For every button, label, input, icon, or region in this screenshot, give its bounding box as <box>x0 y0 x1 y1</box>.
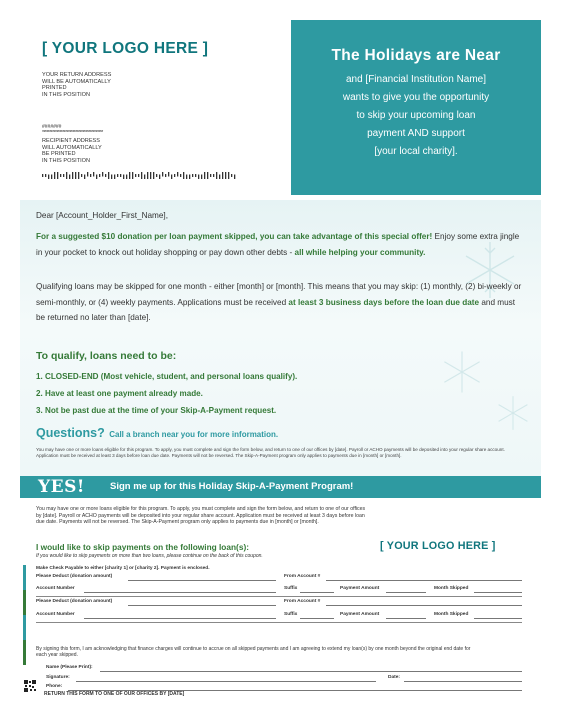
signature-row: Signature: Date: <box>36 675 526 683</box>
barcode-bar <box>201 175 202 180</box>
barcode-bar <box>213 174 214 177</box>
barcode-bar <box>156 174 157 177</box>
account-number-field[interactable] <box>84 618 276 619</box>
deduct-row-2: Please Deduct (donation amount) From Account # <box>36 599 526 607</box>
row-divider <box>36 596 522 597</box>
logo-placeholder: [ YOUR LOGO HERE ] <box>380 540 496 552</box>
loan-row-1: Account Number Suffix Payment Amount Month Skipped <box>36 586 526 594</box>
barcode-bar <box>216 172 217 179</box>
barcode-bar <box>204 172 205 179</box>
barcode-bar <box>93 172 94 177</box>
barcode-bar <box>96 175 97 180</box>
coupon-form <box>20 498 541 700</box>
barcode-bar <box>105 174 106 177</box>
logo-placeholder: [ YOUR LOGO HERE ] <box>42 40 209 57</box>
barcode-bar <box>126 175 127 180</box>
suffix-field[interactable] <box>300 618 334 619</box>
barcode-bar <box>87 172 88 177</box>
barcode-bar <box>42 174 43 177</box>
barcode-bar <box>183 172 184 179</box>
barcode-bar <box>171 175 172 180</box>
barcode-bar <box>54 172 55 179</box>
barcode-bar <box>78 172 79 179</box>
check-payable-row: Make Check Payable to either [charity 1] or [charity 2]. Payment is enclosed. <box>36 566 210 571</box>
mailer-header <box>20 20 541 195</box>
deduct-amount-field[interactable] <box>128 605 276 606</box>
barcode-bar <box>207 172 208 179</box>
barcode-bar <box>63 174 64 177</box>
barcode-bar <box>186 175 187 180</box>
barcode-bar <box>114 175 115 180</box>
qualify-item: 3. Not be past due at the time of your Skip-A-Payment request. <box>36 406 277 415</box>
barcode-bar <box>132 172 133 179</box>
signup-banner <box>20 476 541 498</box>
barcode-bar <box>81 174 82 177</box>
payment-amount-field[interactable] <box>386 592 426 593</box>
month-skipped-field[interactable] <box>474 592 522 593</box>
salutation: Dear [Account_Holder_First_Name], <box>36 211 168 220</box>
suffix-field[interactable] <box>300 592 334 593</box>
qualify-paragraph: Qualifying loans may be skipped for one month - either [month] or [month]. This means that you may skip: (1) monthly, (2) bi-weekly or semi-monthly, or (4) weekly payments. Applications must be received at least 3 business days before the loan due date and must be returned no later than [date]. <box>36 282 522 322</box>
barcode-bar <box>45 174 46 177</box>
recipient-address: RECIPIENT ADDRESS WILL AUTOMATICALLY BE PRINTED IN THIS POSITION <box>42 138 102 164</box>
qualify-item: 2. Have at least one payment already made. <box>36 389 203 398</box>
qualify-heading: To qualify, loans need to be: <box>36 350 177 362</box>
barcode-bar <box>195 174 196 177</box>
barcode-bar <box>141 172 142 179</box>
barcode-bar <box>165 174 166 177</box>
date-field[interactable] <box>404 681 522 682</box>
barcode-bar <box>129 172 130 179</box>
address-panel <box>20 20 291 195</box>
holiday-message: and [Financial Institution Name] wants to give you the opportunity to skip your upcoming loan payment AND support [your local charity]. <box>342 74 490 157</box>
side-color-strip <box>23 565 26 665</box>
skip-subheading: If you would like to skip payments on more than two loans, please continue on the back of this coupon. <box>36 553 263 559</box>
barcode-bar <box>177 172 178 177</box>
barcode-bar <box>51 175 52 180</box>
holiday-title: The Holidays are Near <box>331 47 501 64</box>
barcode-bar <box>120 174 121 177</box>
signup-message: Sign me up for this Holiday Skip-A-Payment Program! <box>110 481 354 492</box>
barcode-bar <box>222 172 223 179</box>
questions-callout: Questions? Call a branch near you for more information. <box>36 426 279 440</box>
barcode-bar <box>57 172 58 179</box>
barcode-bar <box>75 172 76 179</box>
barcode-bar <box>108 172 109 179</box>
barcode-bar <box>225 172 226 179</box>
snowflake-icon <box>495 395 531 431</box>
barcode-bar <box>198 175 199 180</box>
barcode-bar <box>66 172 67 179</box>
barcode-bar <box>111 175 112 180</box>
qualify-item: 1. CLOSED-END (Most vehicle, student, and personal loans qualify). <box>36 372 298 381</box>
barcode-bar <box>168 172 169 177</box>
snowflake-icon <box>440 350 484 394</box>
recipient-id: ####### <box>42 124 62 130</box>
barcode-bar <box>159 175 160 180</box>
barcode-bar <box>72 172 73 179</box>
postal-barcode <box>42 172 237 179</box>
name-row: Name (Please Print): <box>36 665 526 673</box>
deduct-amount-field[interactable] <box>128 580 276 581</box>
qr-code-icon <box>24 680 36 692</box>
barcode-bar <box>48 175 49 180</box>
barcode-bar <box>153 172 154 179</box>
skip-heading: I would like to skip payments on the following loan(s): <box>36 542 249 552</box>
row-divider <box>36 622 522 623</box>
letter-fine-print: You may have one or more loans eligible for this program. To apply, you must complete and sign the form below, and return to one of our offices by [date]. Payroll or ACHO payments will be deposited into your regular share account. Application must be received at least 3 days before loan due date. Payments will not be reversed. The Skip-A-Payment program only applies to payments due in [month] or [month]. <box>36 447 505 458</box>
barcode-bar <box>84 175 85 180</box>
barcode-bar <box>102 172 103 177</box>
account-number-field[interactable] <box>84 592 276 593</box>
barcode-bar <box>69 175 70 180</box>
loan-row-2: Account Number Suffix Payment Amount Month Skipped <box>36 612 526 620</box>
barcode-bar <box>90 174 91 177</box>
barcode-bar <box>219 175 220 180</box>
signature-acknowledgement: By signing this form, I am acknowledging that finance charges will continue to accrue on all skipped payments and I am agreeing to extend my loan(s) by one month beyond the original end date for each year skipped. <box>36 646 471 659</box>
from-account-field[interactable] <box>326 605 522 606</box>
barcode-bar <box>150 172 151 179</box>
barcode-bar <box>234 175 235 180</box>
barcode-bar <box>60 174 61 177</box>
signature-field[interactable] <box>76 681 376 682</box>
phone-row: Phone: <box>36 684 526 692</box>
payment-amount-field[interactable] <box>386 618 426 619</box>
recipient-stars: ****************************************** <box>42 130 103 136</box>
barcode-bar <box>147 172 148 179</box>
holiday-panel <box>291 20 541 195</box>
barcode-bar <box>144 175 145 180</box>
barcode-bar <box>231 174 232 177</box>
barcode-bar <box>192 174 193 177</box>
barcode-bar <box>180 174 181 177</box>
return-address: YOUR RETURN ADDRESS WILL BE AUTOMATICALLY PRINTED IN THIS POSITION <box>42 72 112 98</box>
from-account-field[interactable] <box>326 580 522 581</box>
offer-paragraph: For a suggested $10 donation per loan payment skipped, you can take advantage of this special offer! Enjoy some extra jingle in your pocket to knock out holiday shopping or pay down other debts - all while helping your community. <box>36 232 520 257</box>
barcode-bar <box>228 172 229 179</box>
barcode-bar <box>135 174 136 177</box>
month-skipped-field[interactable] <box>474 618 522 619</box>
barcode-bar <box>189 175 190 180</box>
barcode-bar <box>138 174 139 177</box>
barcode-bar <box>162 172 163 177</box>
deduct-row-1: Please Deduct (donation amount) From Account # <box>36 574 526 582</box>
barcode-bar <box>174 174 175 177</box>
coupon-intro: You may have one or more loans eligible for this program. To apply, you must complete and sign the form below, and return to one of our offices by [date]. Payroll or ACHO payments will be deposited into your regular share account. Application must be received at least 3 days before loan due date. Payments will not be reversed. The Skip-A-Payment program only applies to payments due in [month] or [month]. <box>36 506 366 526</box>
return-instructions: RETURN THIS FORM TO ONE OF OUR OFFICES BY [DATE] <box>44 691 185 697</box>
barcode-bar <box>99 174 100 177</box>
letter-section <box>20 200 541 476</box>
name-field[interactable] <box>100 671 522 672</box>
yes-heading: YES! <box>38 477 85 497</box>
barcode-bar <box>117 174 118 177</box>
barcode-bar <box>123 175 124 180</box>
mailer-page <box>20 20 541 700</box>
barcode-bar <box>210 174 211 177</box>
